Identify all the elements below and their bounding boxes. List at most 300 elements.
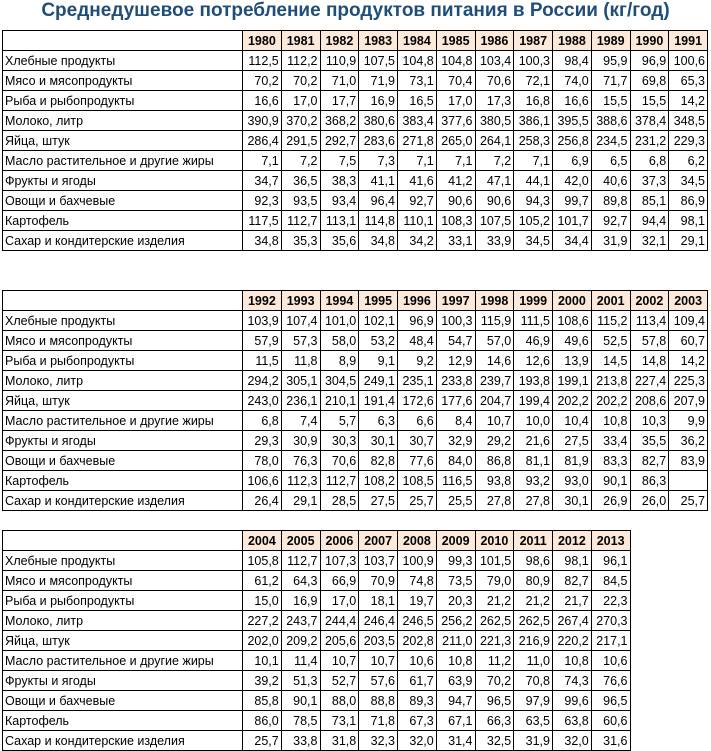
value-cell: 12,6 [514, 351, 553, 371]
value-cell: 47,1 [475, 171, 514, 191]
year-header-cell: 1994 [320, 291, 359, 311]
value-cell: 205,6 [320, 631, 359, 651]
value-cell: 243,7 [281, 611, 320, 631]
value-cell: 33,4 [591, 431, 630, 451]
value-cell: 99,3 [436, 551, 475, 571]
value-cell: 108,3 [436, 211, 475, 231]
value-cell: 32,0 [553, 731, 592, 751]
product-label: Овощи и бахчевые [3, 691, 243, 711]
value-cell: 54,7 [436, 331, 475, 351]
value-cell: 86,8 [475, 451, 514, 471]
value-cell: 294,2 [243, 371, 282, 391]
page-title: Среднедушевое потребление продуктов питания в России (кг/год) [41, 0, 670, 21]
value-cell: 265,0 [436, 131, 475, 151]
value-cell: 13,9 [553, 351, 592, 371]
value-cell: 70,2 [475, 671, 514, 691]
year-header-cell: 2010 [475, 531, 514, 551]
value-cell: 262,5 [475, 611, 514, 631]
value-cell: 96,9 [398, 311, 437, 331]
value-cell: 80,9 [514, 571, 553, 591]
value-cell: 7,4 [281, 411, 320, 431]
value-cell: 377,6 [436, 111, 475, 131]
year-header-cell: 2002 [630, 291, 669, 311]
value-cell: 48,4 [398, 331, 437, 351]
product-label: Фрукты и ягоды [3, 671, 243, 691]
value-cell: 64,3 [281, 571, 320, 591]
product-label: Молоко, литр [3, 111, 243, 131]
value-cell: 105,2 [514, 211, 553, 231]
year-header-cell: 1992 [243, 291, 282, 311]
value-cell: 14,6 [475, 351, 514, 371]
year-header-cell: 2001 [591, 291, 630, 311]
value-cell: 65,3 [669, 71, 708, 91]
value-cell: 52,5 [591, 331, 630, 351]
year-header-cell: 1997 [436, 291, 475, 311]
value-cell: 258,3 [514, 131, 553, 151]
product-label: Рыба и рыбопродукты [3, 351, 243, 371]
value-cell: 292,7 [320, 131, 359, 151]
value-cell: 267,4 [553, 611, 592, 631]
value-cell: 96,5 [591, 691, 630, 711]
value-cell: 202,2 [591, 391, 630, 411]
value-cell: 35,5 [630, 431, 669, 451]
value-cell: 112,7 [281, 211, 320, 231]
value-cell: 9,9 [669, 411, 708, 431]
value-cell: 112,7 [320, 471, 359, 491]
value-cell: 249,1 [359, 371, 398, 391]
value-cell: 395,5 [553, 111, 592, 131]
value-cell: 103,4 [475, 51, 514, 71]
value-cell: 82,7 [630, 451, 669, 471]
product-label: Сахар и кондитерские изделия [3, 491, 243, 511]
year-header-cell: 2012 [553, 531, 592, 551]
value-cell: 32,9 [436, 431, 475, 451]
value-cell: 15,5 [591, 91, 630, 111]
table-row [3, 471, 708, 491]
value-cell: 30,7 [398, 431, 437, 451]
value-cell: 291,5 [281, 131, 320, 151]
product-label: Хлебные продукты [3, 551, 243, 571]
value-cell: 73,5 [436, 571, 475, 591]
value-cell: 210,1 [320, 391, 359, 411]
value-cell: 109,4 [669, 311, 708, 331]
product-label: Яйца, штук [3, 131, 243, 151]
value-cell: 11,2 [475, 651, 514, 671]
value-cell: 71,7 [591, 71, 630, 91]
value-cell: 31,9 [591, 231, 630, 251]
value-cell: 10,7 [320, 651, 359, 671]
value-cell: 30,1 [359, 431, 398, 451]
value-cell: 25,7 [669, 491, 708, 511]
table-row [3, 231, 708, 251]
value-cell: 104,8 [398, 51, 437, 71]
table-row [3, 311, 708, 331]
value-cell: 101,7 [553, 211, 592, 231]
value-cell: 26,4 [243, 491, 282, 511]
product-label: Рыба и рыбопродукты [3, 591, 243, 611]
value-cell: 26,0 [630, 491, 669, 511]
year-header-cell: 2007 [359, 531, 398, 551]
value-cell: 79,0 [475, 571, 514, 591]
value-cell: 40,6 [591, 171, 630, 191]
value-cell: 81,1 [514, 451, 553, 471]
value-cell: 10,6 [398, 651, 437, 671]
value-cell: 15,0 [243, 591, 282, 611]
value-cell: 19,7 [398, 591, 437, 611]
product-label: Фрукты и ягоды [3, 171, 243, 191]
value-cell: 14,8 [630, 351, 669, 371]
product-label: Картофель [3, 211, 243, 231]
value-cell: 66,3 [475, 711, 514, 731]
year-header-cell: 1999 [514, 291, 553, 311]
value-cell: 32,0 [398, 731, 437, 751]
table-row [3, 351, 708, 371]
value-cell: 36,5 [281, 171, 320, 191]
value-cell: 92,7 [398, 191, 437, 211]
value-cell: 114,8 [359, 211, 398, 231]
value-cell: 7,3 [359, 151, 398, 171]
value-cell: 229,3 [669, 131, 708, 151]
value-cell: 6,6 [398, 411, 437, 431]
value-cell: 61,7 [398, 671, 437, 691]
value-cell: 67,1 [436, 711, 475, 731]
value-cell: 208,6 [630, 391, 669, 411]
value-cell: 38,3 [320, 171, 359, 191]
value-cell: 70,9 [359, 571, 398, 591]
value-cell: 112,5 [243, 51, 282, 71]
value-cell: 95,9 [591, 51, 630, 71]
value-cell: 82,8 [359, 451, 398, 471]
value-cell: 41,6 [398, 171, 437, 191]
table-row [3, 731, 631, 751]
value-cell: 16,5 [398, 91, 437, 111]
year-header-cell: 2011 [514, 531, 553, 551]
value-cell: 76,6 [591, 671, 630, 691]
value-cell: 27,5 [553, 431, 592, 451]
table-row [3, 631, 631, 651]
product-label: Яйца, штук [3, 391, 243, 411]
value-cell: 83,3 [591, 451, 630, 471]
value-cell: 98,1 [669, 211, 708, 231]
value-cell: 211,0 [436, 631, 475, 651]
value-cell: 34,2 [398, 231, 437, 251]
value-cell: 11,5 [243, 351, 282, 371]
value-cell: 386,1 [514, 111, 553, 131]
value-cell: 101,0 [320, 311, 359, 331]
value-cell: 100,9 [398, 551, 437, 571]
value-cell: 202,8 [398, 631, 437, 651]
value-cell: 100,3 [514, 51, 553, 71]
value-cell: 227,2 [243, 611, 282, 631]
value-cell: 36,2 [669, 431, 708, 451]
value-cell: 21,2 [475, 591, 514, 611]
value-cell: 191,4 [359, 391, 398, 411]
value-cell: 78,5 [281, 711, 320, 731]
value-cell: 34,8 [359, 231, 398, 251]
value-cell: 21,2 [514, 591, 553, 611]
value-cell: 57,0 [475, 331, 514, 351]
table-row [3, 111, 708, 131]
value-cell: 60,7 [669, 331, 708, 351]
value-cell: 378,4 [630, 111, 669, 131]
table-row [3, 71, 708, 91]
value-cell: 34,5 [514, 231, 553, 251]
value-cell: 235,1 [398, 371, 437, 391]
value-cell: 85,8 [243, 691, 282, 711]
value-cell: 89,3 [398, 691, 437, 711]
value-cell: 111,5 [514, 311, 553, 331]
value-cell: 16,6 [243, 91, 282, 111]
value-cell: 31,4 [436, 731, 475, 751]
product-label: Масло растительное и другие жиры [3, 651, 243, 671]
year-header-cell: 1981 [281, 31, 320, 51]
value-cell: 256,2 [436, 611, 475, 631]
value-cell: 35,3 [281, 231, 320, 251]
value-cell: 51,3 [281, 671, 320, 691]
value-cell: 94,4 [630, 211, 669, 231]
table-row [3, 611, 631, 631]
value-cell: 63,8 [553, 711, 592, 731]
value-cell: 74,0 [553, 71, 592, 91]
value-cell: 30,9 [281, 431, 320, 451]
value-cell: 71,8 [359, 711, 398, 731]
value-cell: 21,7 [553, 591, 592, 611]
value-cell: 31,8 [320, 731, 359, 751]
product-label: Молоко, литр [3, 371, 243, 391]
value-cell: 102,1 [359, 311, 398, 331]
value-cell: 16,9 [359, 91, 398, 111]
consumption-table-2004-2013 [2, 530, 631, 751]
value-cell: 71,0 [320, 71, 359, 91]
product-label: Мясо и мясопродукты [3, 571, 243, 591]
value-cell: 234,5 [591, 131, 630, 151]
table-row [3, 691, 631, 711]
table-row [3, 651, 631, 671]
value-cell: 103,7 [359, 551, 398, 571]
value-cell: 12,9 [436, 351, 475, 371]
table-row [3, 451, 708, 471]
value-cell: 7,1 [243, 151, 282, 171]
value-cell: 29,1 [281, 491, 320, 511]
value-cell: 63,9 [436, 671, 475, 691]
year-header-cell: 2013 [591, 531, 630, 551]
year-header-cell: 1987 [514, 31, 553, 51]
value-cell: 10,8 [591, 411, 630, 431]
value-cell: 86,9 [669, 191, 708, 211]
value-cell: 6,8 [630, 151, 669, 171]
value-cell: 216,9 [514, 631, 553, 651]
value-cell: 6,2 [669, 151, 708, 171]
value-cell: 34,7 [243, 171, 282, 191]
header-corner-cell [3, 291, 243, 311]
year-header-cell: 1998 [475, 291, 514, 311]
product-label: Рыба и рыбопродукты [3, 91, 243, 111]
value-cell: 10,7 [359, 651, 398, 671]
value-cell: 264,1 [475, 131, 514, 151]
value-cell: 204,7 [475, 391, 514, 411]
value-cell: 82,7 [553, 571, 592, 591]
value-cell: 7,2 [475, 151, 514, 171]
value-cell: 7,1 [398, 151, 437, 171]
product-label: Масло растительное и другие жиры [3, 151, 243, 171]
table-row [3, 491, 708, 511]
value-cell: 30,1 [553, 491, 592, 511]
year-header-cell: 1991 [669, 31, 708, 51]
value-cell: 52,7 [320, 671, 359, 691]
value-cell: 239,7 [475, 371, 514, 391]
value-cell: 113,4 [630, 311, 669, 331]
value-cell: 380,6 [359, 111, 398, 131]
value-cell: 10,7 [475, 411, 514, 431]
year-header-cell: 1993 [281, 291, 320, 311]
value-cell: 113,1 [320, 211, 359, 231]
value-cell: 15,5 [630, 91, 669, 111]
value-cell: 27,8 [475, 491, 514, 511]
table-row [3, 91, 708, 111]
value-cell: 6,3 [359, 411, 398, 431]
value-cell: 115,2 [591, 311, 630, 331]
table-row [3, 191, 708, 211]
value-cell: 34,8 [243, 231, 282, 251]
value-cell: 99,7 [553, 191, 592, 211]
value-cell: 172,6 [398, 391, 437, 411]
value-cell: 70,4 [436, 71, 475, 91]
table-row [3, 211, 708, 231]
value-cell: 227,4 [630, 371, 669, 391]
value-cell: 8,9 [320, 351, 359, 371]
value-cell: 93,5 [281, 191, 320, 211]
year-header-cell: 2008 [398, 531, 437, 551]
value-cell: 107,5 [359, 51, 398, 71]
table-row [3, 411, 708, 431]
value-cell: 10,8 [553, 651, 592, 671]
value-cell: 110,1 [398, 211, 437, 231]
value-cell: 202,0 [243, 631, 282, 651]
year-header-cell: 1989 [591, 31, 630, 51]
value-cell: 5,7 [320, 411, 359, 431]
value-cell: 96,5 [475, 691, 514, 711]
value-cell: 283,6 [359, 131, 398, 151]
year-header-cell: 1995 [359, 291, 398, 311]
value-cell: 105,8 [243, 551, 282, 571]
value-cell: 39,2 [243, 671, 282, 691]
table-row [3, 131, 708, 151]
value-cell: 16,6 [553, 91, 592, 111]
value-cell: 112,2 [281, 51, 320, 71]
value-cell: 88,0 [320, 691, 359, 711]
product-label: Сахар и кондитерские изделия [3, 731, 243, 751]
value-cell: 93,0 [553, 471, 592, 491]
value-cell: 108,5 [398, 471, 437, 491]
value-cell: 233,8 [436, 371, 475, 391]
year-header-cell: 1982 [320, 31, 359, 51]
value-cell: 20,3 [436, 591, 475, 611]
product-label: Масло растительное и другие жиры [3, 411, 243, 431]
value-cell: 106,6 [243, 471, 282, 491]
value-cell: 16,9 [281, 591, 320, 611]
value-cell: 77,6 [398, 451, 437, 471]
value-cell: 76,3 [281, 451, 320, 471]
value-cell: 244,4 [320, 611, 359, 631]
value-cell: 93,2 [514, 471, 553, 491]
year-header-row [3, 531, 631, 551]
value-cell: 305,1 [281, 371, 320, 391]
value-cell: 85,1 [630, 191, 669, 211]
value-cell: 209,2 [281, 631, 320, 651]
value-cell: 31,6 [591, 731, 630, 751]
value-cell: 108,2 [359, 471, 398, 491]
value-cell: 32,3 [359, 731, 398, 751]
product-label: Овощи и бахчевые [3, 451, 243, 471]
value-cell: 35,6 [320, 231, 359, 251]
value-cell: 69,8 [630, 71, 669, 91]
table-row [3, 151, 708, 171]
table-row [3, 51, 708, 71]
value-cell: 17,0 [320, 591, 359, 611]
value-cell: 116,5 [436, 471, 475, 491]
value-cell: 90,6 [436, 191, 475, 211]
value-cell: 199,1 [553, 371, 592, 391]
table-row [3, 591, 631, 611]
value-cell: 11,0 [514, 651, 553, 671]
value-cell: 262,5 [514, 611, 553, 631]
value-cell: 92,3 [243, 191, 282, 211]
value-cell: 41,1 [359, 171, 398, 191]
value-cell: 58,0 [320, 331, 359, 351]
value-cell [669, 471, 708, 491]
value-cell: 11,4 [281, 651, 320, 671]
value-cell: 74,3 [553, 671, 592, 691]
value-cell: 225,3 [669, 371, 708, 391]
year-header-row [3, 31, 708, 51]
value-cell: 18,1 [359, 591, 398, 611]
product-label: Хлебные продукты [3, 51, 243, 71]
value-cell: 11,8 [281, 351, 320, 371]
value-cell: 25,7 [398, 491, 437, 511]
table-row [3, 711, 631, 731]
value-cell: 7,1 [436, 151, 475, 171]
year-header-cell: 1990 [630, 31, 669, 51]
value-cell: 73,1 [398, 71, 437, 91]
year-header-cell: 1980 [243, 31, 282, 51]
value-cell: 34,4 [553, 231, 592, 251]
value-cell: 57,9 [243, 331, 282, 351]
value-cell: 17,3 [475, 91, 514, 111]
value-cell: 383,4 [398, 111, 437, 131]
value-cell: 84,0 [436, 451, 475, 471]
value-cell: 73,1 [320, 711, 359, 731]
value-cell: 14,2 [669, 351, 708, 371]
value-cell: 27,5 [359, 491, 398, 511]
value-cell: 29,1 [669, 231, 708, 251]
value-cell: 25,5 [436, 491, 475, 511]
value-cell: 86,3 [630, 471, 669, 491]
year-header-row [3, 291, 708, 311]
value-cell: 207,9 [669, 391, 708, 411]
value-cell: 67,3 [398, 711, 437, 731]
product-label: Овощи и бахчевые [3, 191, 243, 211]
value-cell: 90,1 [281, 691, 320, 711]
year-header-cell: 2006 [320, 531, 359, 551]
product-label: Мясо и мясопродукты [3, 71, 243, 91]
table-row [3, 551, 631, 571]
year-header-cell: 2005 [281, 531, 320, 551]
value-cell: 108,6 [553, 311, 592, 331]
value-cell: 304,5 [320, 371, 359, 391]
value-cell: 10,3 [630, 411, 669, 431]
value-cell: 44,1 [514, 171, 553, 191]
value-cell: 90,6 [475, 191, 514, 211]
